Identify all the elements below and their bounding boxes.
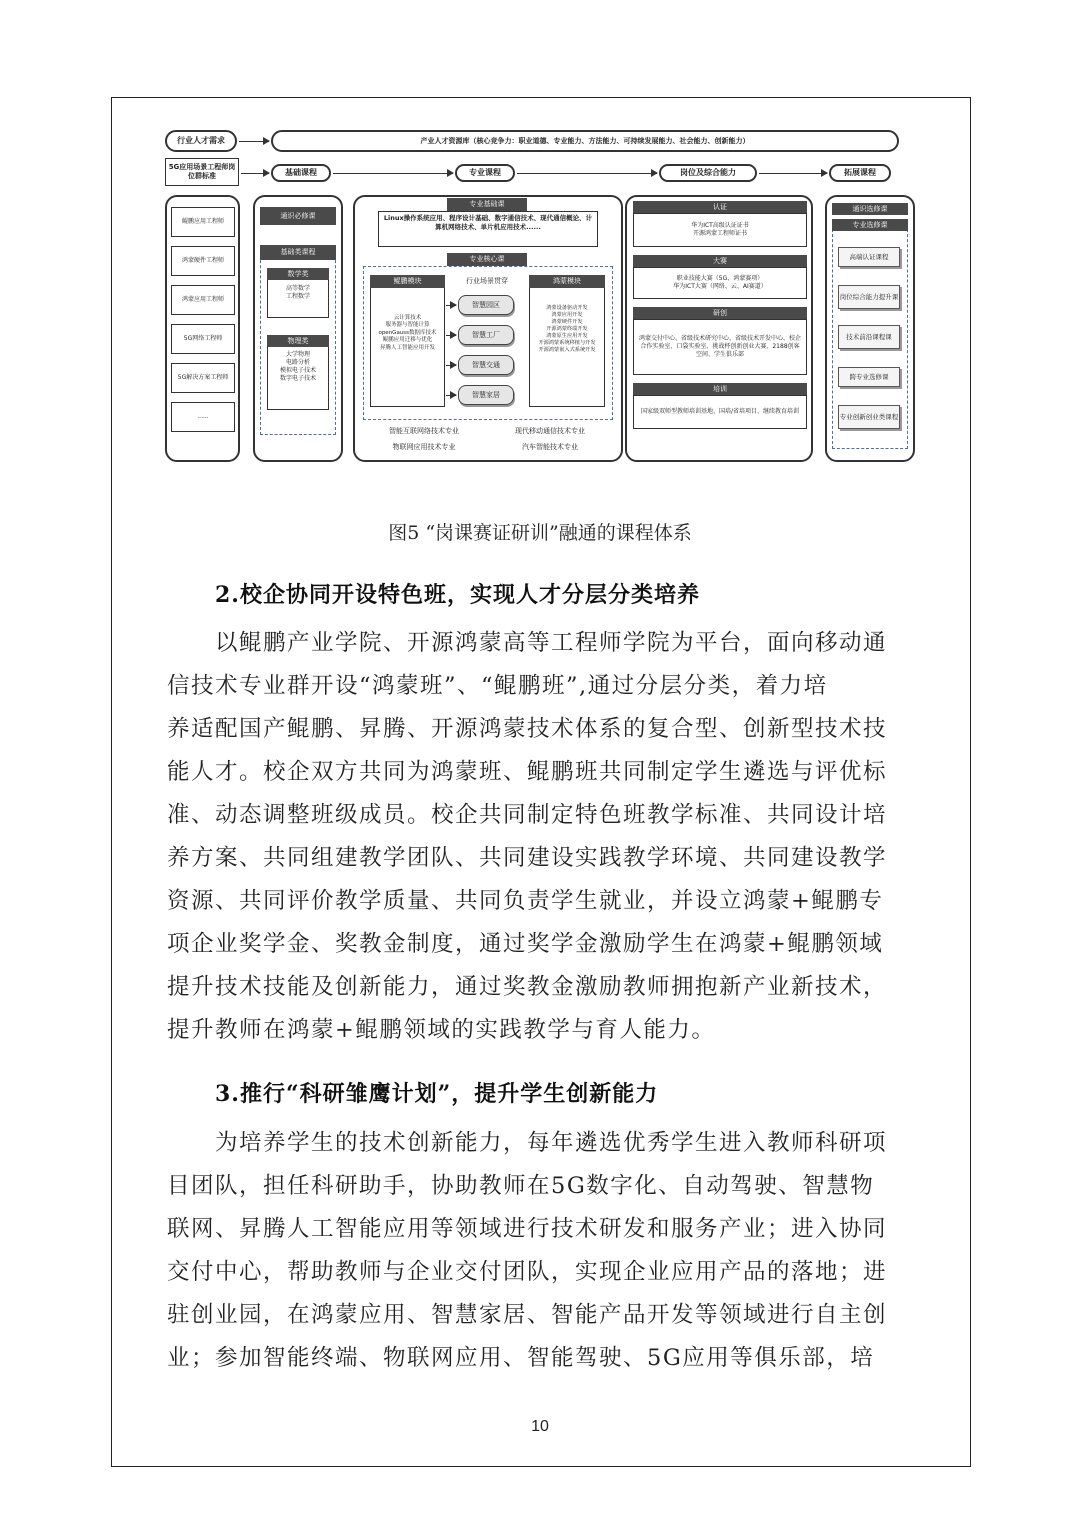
text-line: 驻创业园，在鸿蒙应用、智慧家居、智能产品开发等领域进行自主创 bbox=[167, 1302, 888, 1328]
text-line: 提升教师在鸿蒙+鲲鹏领域的实践教学与育人能力。 bbox=[167, 1017, 716, 1043]
major-elective-label: 专业选修课 bbox=[832, 219, 908, 231]
math-title: 数学类 bbox=[267, 268, 329, 280]
text-line: 为培养学生的技术创新能力，每年遴选优秀学生进入教师科研项 bbox=[167, 1130, 888, 1156]
research-content: 鸿蒙交付中心、省级技术研究中心、省级技术开发中心、校企合作实验室、口袋实验室、挑战杯创新创业大赛、2188创客空间、学生俱乐部 bbox=[633, 319, 807, 375]
text-line: 以鲲鹏产业学院、开源鸿蒙高等工程师学院为平台，面向移动通 bbox=[167, 630, 888, 656]
arrow-connector bbox=[333, 173, 453, 174]
expand-courses-header: 拓展课程 bbox=[829, 164, 891, 182]
cert-title: 认证 bbox=[633, 201, 807, 213]
text-line: 业；参加智能终端、物联网应用、智能驾驶、5G应用等俱乐部，培 bbox=[167, 1345, 875, 1371]
scene-smart-home: 智慧家居 bbox=[458, 385, 514, 405]
text-line: 项企业奖学金、奖教金制度，通过奖学金激励学生在鸿蒙+鲲鹏领域 bbox=[167, 931, 884, 957]
physics-title: 物理类 bbox=[267, 335, 329, 347]
section-2-body bbox=[167, 622, 919, 1052]
general-required-label: 通识必修课 bbox=[260, 207, 336, 225]
text-line: 养方案、共同组建教学团队、共同建设实践教学环境、共同建设教学 bbox=[167, 845, 888, 871]
industry-demand-box: 行业人才需求 bbox=[165, 130, 237, 152]
physics-items: 大学物理 电路分析 模拟电子技术 数字电子技术 bbox=[279, 351, 316, 383]
text-line: 目团队，担任科研助手，协助教师在5G数字化、自动驾驶、智慧物 bbox=[167, 1173, 875, 1199]
scene-smart-traffic: 智慧交通 bbox=[458, 355, 514, 375]
major-left-2: 物联网应用技术专业 bbox=[392, 443, 456, 451]
section-3-heading: 3.推行“科研雏鹰计划”，提升学生创新能力 bbox=[215, 1081, 659, 1107]
job-item: 5G网络工程师 bbox=[171, 324, 235, 354]
text-line: 信技术专业群开设“鸿蒙班”、“鲲鹏班”,通过分层分类，着力培 bbox=[167, 673, 828, 699]
arrow-connector bbox=[759, 173, 827, 174]
talent-pool-bar: 产业人才资源库（核心竞争力：职业道德、专业能力、方法能力、可持续发展能力、社会能力、创新能力） bbox=[271, 130, 899, 152]
job-item: 鲲鹏应用工程师 bbox=[171, 207, 235, 237]
expand-item: 岗位综合能力提升课 bbox=[838, 285, 900, 309]
text-line: 养适配国产鲲鹏、昇腾、开源鸿蒙技术体系的复合型、创新型技术技 bbox=[167, 716, 888, 742]
professional-courses-header: 专业课程 bbox=[455, 164, 515, 182]
text-line: 资源、共同评价教学质量、共同负责学生就业，并设立鸿蒙+鲲鹏专 bbox=[167, 888, 884, 914]
major-right-1: 现代移动通信技术专业 bbox=[515, 427, 585, 435]
job-standard-header: 5G应用场景工程师岗位群标准 bbox=[165, 158, 239, 186]
kunpeng-title: 鲲鹏模块 bbox=[370, 275, 445, 288]
expand-item: 专业创新创业类课程 bbox=[838, 405, 900, 429]
job-item: 鸿蒙应用工程师 bbox=[171, 285, 235, 315]
arrow-connector bbox=[239, 141, 269, 142]
professional-core-title: 专业核心课 bbox=[447, 253, 527, 266]
basic-group-title: 基础类课程 bbox=[260, 245, 336, 260]
arrow-connector bbox=[446, 305, 456, 306]
expand-item: 跨专业选修课 bbox=[838, 367, 900, 387]
job-item: ...... bbox=[171, 402, 235, 432]
expand-item: 技术前沿课程课 bbox=[838, 325, 900, 349]
industry-scene-label: 行业场景贯穿 bbox=[466, 277, 508, 285]
research-title: 研创 bbox=[633, 307, 807, 319]
arrow-connector bbox=[446, 365, 456, 366]
text-line: 交付中心，帮助教师与企业交付团队，实现企业应用产品的落地；进 bbox=[167, 1259, 888, 1285]
page-number: 10 bbox=[531, 1418, 549, 1435]
math-items: 高等数学 工程数学 bbox=[285, 285, 310, 301]
training-content: 国家级双师型教师培训基地、国培/省培项目、继续教育培训 bbox=[633, 395, 807, 429]
text-line: 联网、昇腾人工智能应用等领域进行技术研发和服务产业；进入协同 bbox=[167, 1216, 888, 1242]
text-line: 提升技术技能及创新能力，通过奖教金激励教师拥抱新产业新技术， bbox=[167, 974, 888, 1000]
text-line: 能人才。校企双方共同为鸿蒙班、鲲鹏班共同制定学生遴选与评优标 bbox=[167, 759, 888, 785]
figure-caption: 图5 “岗课赛证研训”融通的课程体系 bbox=[388, 522, 692, 544]
professional-base-title: 专业基础课 bbox=[447, 198, 527, 211]
section-2-heading: 2.校企协同开设特色班，实现人才分层分类培养 bbox=[215, 582, 700, 608]
scene-smart-factory: 智慧工厂 bbox=[458, 325, 514, 345]
general-elective-label: 通识选修课 bbox=[832, 203, 908, 215]
expand-item: 高端认证课程 bbox=[838, 247, 900, 267]
professional-base-content: Linux操作系统应用、程序设计基础、数字通信技术、现代通信概论、计算机网络技术、单片机应用技术...... bbox=[378, 211, 598, 247]
text-line: 准、动态调整班级成员。校企共同制定特色班教学标准、共同设计培 bbox=[167, 802, 888, 828]
basic-courses-header: 基础课程 bbox=[271, 164, 331, 182]
contest-content: 职业技能大赛（5G、鸿蒙赛项） 华为ICT大赛（网络、云、AI赛道） bbox=[633, 267, 807, 299]
arrow-connector bbox=[446, 335, 456, 336]
harmony-content: 鸿蒙设备驱动开发 鸿蒙应用开发 鸿蒙硬件开发 开源鸿蒙终端开发 鸿蒙原生应用开发 开源鸿蒙系统移植与开发 开源鸿蒙嵌入式系统开发 bbox=[538, 305, 596, 354]
training-title: 培训 bbox=[633, 383, 807, 395]
arrow-connector bbox=[446, 395, 456, 396]
position-ability-header: 岗位及综合能力 bbox=[659, 164, 757, 182]
cert-content: 华为ICT高级认证证书 开源鸿蒙工程师证书 bbox=[633, 213, 807, 247]
harmony-title: 鸿蒙模块 bbox=[529, 275, 605, 288]
kunpeng-content: 云计算技术 服务器与智能计算 openGauss数据库技术 鲲鹏应用迁移与优化 昇腾人工智能应用开发 bbox=[378, 315, 437, 351]
scene-smart-park: 智慧园区 bbox=[458, 295, 514, 315]
job-item: 鸿蒙硬件工程师 bbox=[171, 246, 235, 276]
arrow-connector bbox=[241, 173, 269, 174]
course-system-diagram bbox=[163, 125, 920, 465]
contest-title: 大赛 bbox=[633, 255, 807, 267]
job-item: 5G解决方案工程师 bbox=[171, 363, 235, 393]
arrow-connector bbox=[517, 173, 657, 174]
major-right-2: 汽车智能技术专业 bbox=[522, 443, 578, 451]
major-left-1: 智能互联网络技术专业 bbox=[389, 427, 459, 435]
section-3-body bbox=[167, 1122, 919, 1380]
